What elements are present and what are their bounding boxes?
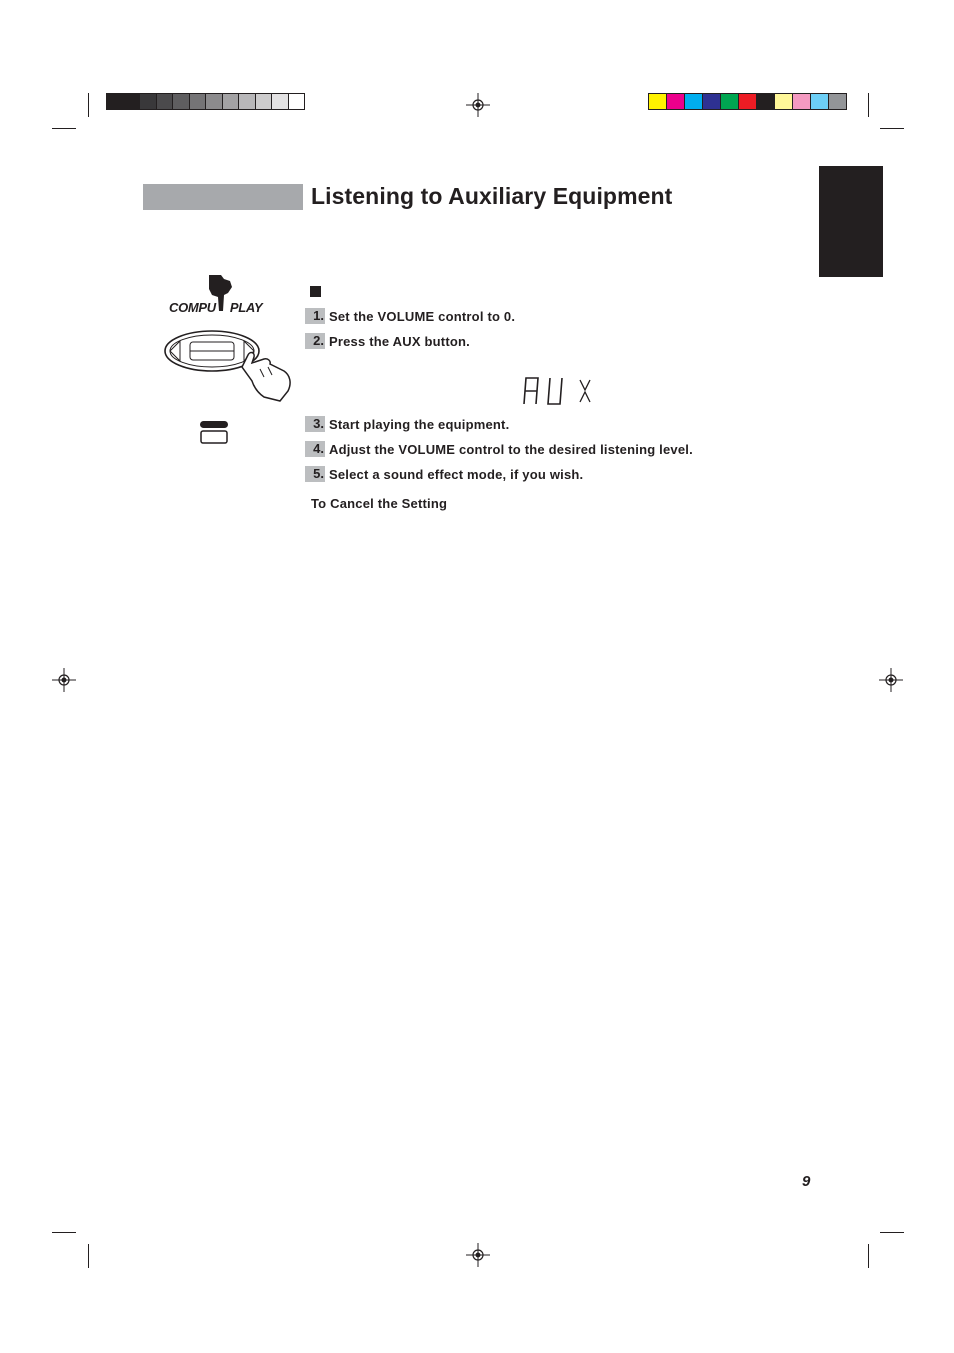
color-swatch: [684, 94, 702, 109]
color-swatch: [756, 94, 774, 109]
step-4: [305, 440, 693, 458]
cancel-heading: To Cancel the Setting: [311, 496, 448, 511]
color-swatch: [649, 94, 666, 109]
step-text: Start playing the equipment.: [329, 416, 510, 432]
compu-play-logo: [169, 300, 262, 315]
gray-swatch: [107, 94, 123, 109]
color-swatch: [666, 94, 684, 109]
title-band: [143, 184, 303, 210]
step-text: Set the VOLUME control to 0.: [329, 308, 516, 324]
step-number: 1.: [305, 308, 325, 324]
gray-swatch: [271, 94, 288, 109]
color-calibration-bar: [648, 93, 847, 110]
registration-target-icon: [52, 668, 76, 692]
step-2: [305, 332, 470, 350]
gray-swatch: [189, 94, 206, 109]
gray-swatch: [222, 94, 239, 109]
color-swatch: [828, 94, 846, 109]
step-text: Press the AUX button.: [329, 333, 470, 349]
step-5: [305, 465, 583, 483]
step-number: 2.: [305, 333, 325, 349]
color-swatch: [702, 94, 720, 109]
page-title: Listening to Auxiliary Equipment: [311, 183, 673, 209]
remote-control-buttons-illustration: [160, 325, 300, 405]
brand-right: PLAY: [229, 300, 263, 315]
gray-swatch: [156, 94, 173, 109]
gray-swatch: [172, 94, 189, 109]
registration-target-icon: [466, 93, 490, 117]
gray-swatch: [123, 94, 140, 109]
color-swatch: [810, 94, 828, 109]
gray-swatch: [139, 94, 156, 109]
step-1: [305, 307, 515, 325]
color-swatch: [738, 94, 756, 109]
color-swatch: [792, 94, 810, 109]
step-3: [305, 415, 509, 433]
gray-swatch: [205, 94, 222, 109]
color-swatch: [720, 94, 738, 109]
brand-left: COMPU: [169, 300, 216, 315]
registration-target-icon: [466, 1243, 490, 1267]
section-bullet: [310, 286, 321, 297]
display-readout: [520, 374, 594, 406]
color-swatch: [774, 94, 792, 109]
language-side-tab: [819, 166, 883, 277]
gray-swatch: [238, 94, 255, 109]
aux-button-icon: [199, 420, 229, 444]
grayscale-calibration-bar: [106, 93, 305, 110]
step-number: 3.: [305, 416, 325, 432]
page-number: 9: [802, 1173, 811, 1190]
step-text: Adjust the VOLUME control to the desired listening level.: [329, 441, 693, 457]
gray-swatch: [255, 94, 272, 109]
step-number: 5.: [305, 466, 325, 482]
registration-target-icon: [879, 668, 903, 692]
step-number: 4.: [305, 441, 325, 457]
step-text: Select a sound effect mode, if you wish.: [329, 466, 584, 482]
gray-swatch: [288, 94, 305, 109]
